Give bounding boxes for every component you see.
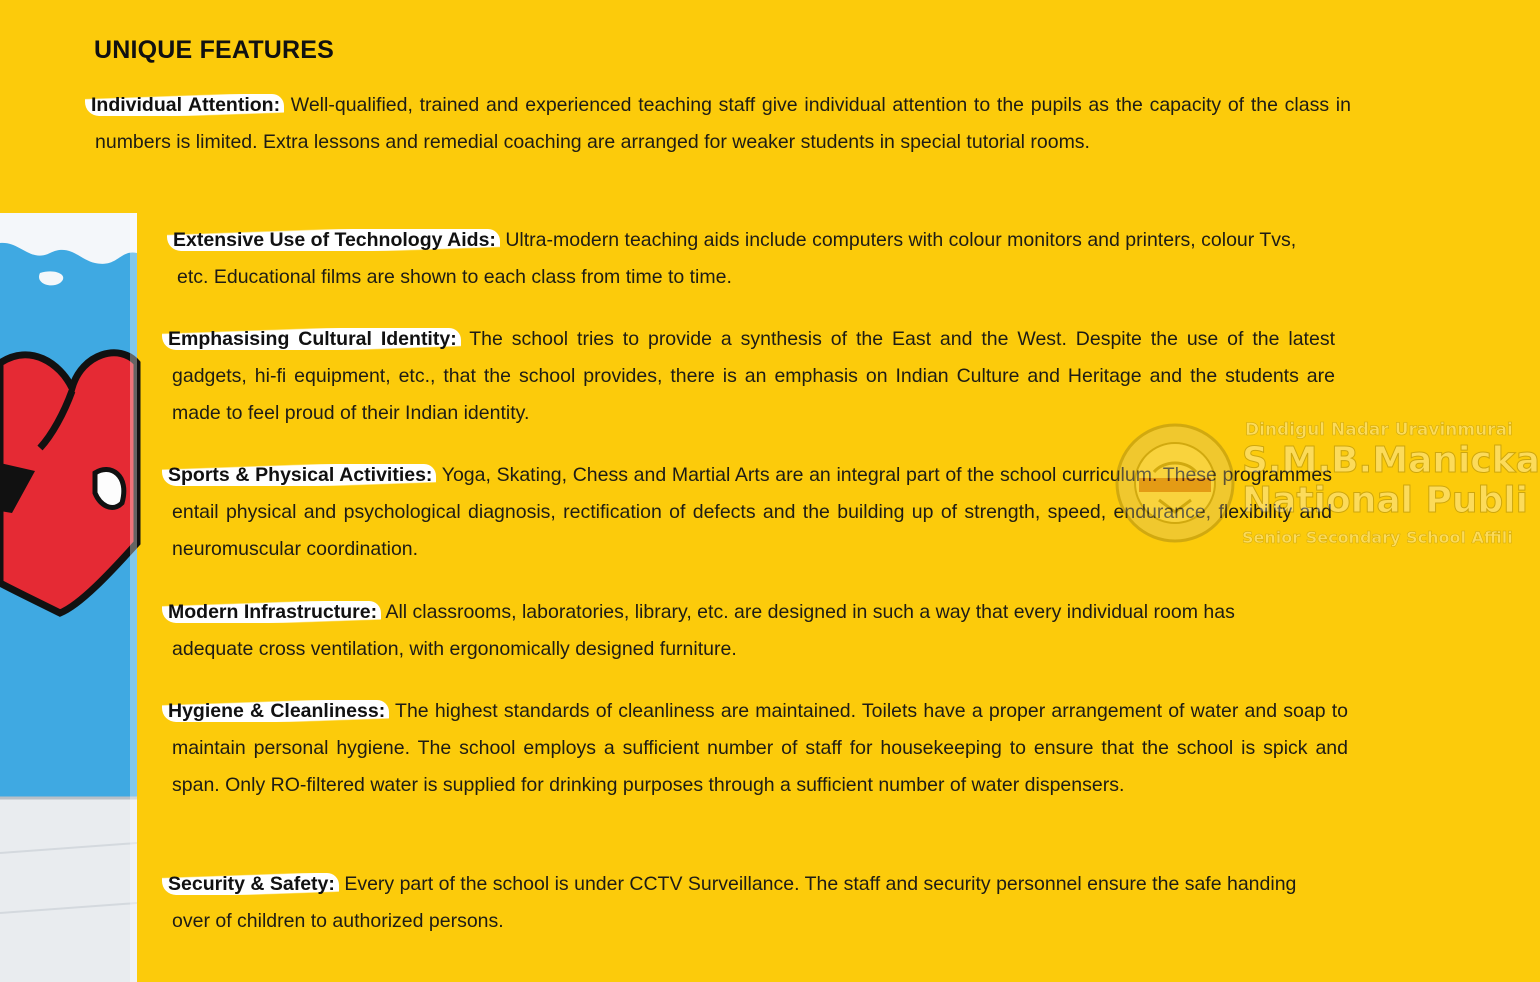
feature-label: Hygiene & Cleanliness:	[162, 700, 389, 722]
feature-text: Ultra-modern teaching aids include computers with colour monitors and printers, colour Tvs, etc. Educational films are shown to each class from time to time.	[177, 229, 1297, 288]
decorative-photo	[0, 213, 137, 982]
feature-label: Security & Safety:	[162, 873, 339, 895]
feature-sports-activities	[168, 457, 1332, 568]
feature-text: The school tries to provide a synthesis of the East and the West. Despite the use of the latest gadgets, hi-fi equipment, etc., that the school provides, there is an emphasis on Indian Culture and Heritage and the students are made to feel proud of their Indian identity.	[172, 328, 1335, 424]
feature-security-safety	[168, 866, 1332, 940]
feature-label: Modern Infrastructure:	[162, 601, 381, 623]
watermark-line-1: Dindigul Nadar Uravinmurai	[1245, 420, 1513, 440]
feature-text: Well-qualified, trained and experienced teaching staff give individual attention to the pupils as the capacity of the class in numbers is limited. Extra lessons and remedial coaching are arranged for weaker students in special tutorial rooms.	[95, 94, 1351, 153]
feature-text: All classrooms, laboratories, library, etc. are designed in such a way that every individual room has adequate cross ventilation, with ergonomically designed furniture.	[172, 601, 1235, 660]
watermark-line-4: Senior Secondary School Affili	[1242, 528, 1513, 547]
feature-text: Yoga, Skating, Chess and Martial Arts are an integral part of the school curriculum. These programmes entail physical and psychological diagnosis, rectification of defects and the building up of strength, speed, endurance, flexibility and neuromuscular coordination.	[172, 464, 1332, 560]
feature-text: Every part of the school is under CCTV Surveillance. The staff and security personnel ensure the safe handing over of children to authorized persons.	[172, 873, 1297, 932]
feature-cultural-identity	[168, 321, 1335, 432]
watermark-line-2: S.M.B.Manicka	[1242, 440, 1540, 481]
feature-label: Extensive Use of Technology Aids:	[167, 229, 500, 251]
feature-technology-aids	[173, 222, 1317, 296]
feature-modern-infrastructure	[168, 594, 1262, 668]
feature-label: Emphasising Cultural Identity:	[162, 328, 461, 350]
feature-text: The highest standards of cleanliness are maintained. Toilets have a proper arrangement of water and soap to maintain personal hygiene. The school employs a sufficient number of staff for housekeeping to ensure that the school is spick and span. Only RO-filtered water is supplied for drinking purposes through a sufficient number of water dispensers.	[172, 700, 1348, 796]
feature-label: Individual Attention:	[85, 94, 284, 116]
watermark-line-3: National Publi	[1242, 480, 1528, 521]
page-heading: UNIQUE FEATURES	[94, 36, 335, 64]
feature-individual-attention	[91, 87, 1351, 161]
feature-hygiene-cleanliness	[168, 693, 1348, 804]
feature-label: Sports & Physical Activities:	[162, 464, 436, 486]
